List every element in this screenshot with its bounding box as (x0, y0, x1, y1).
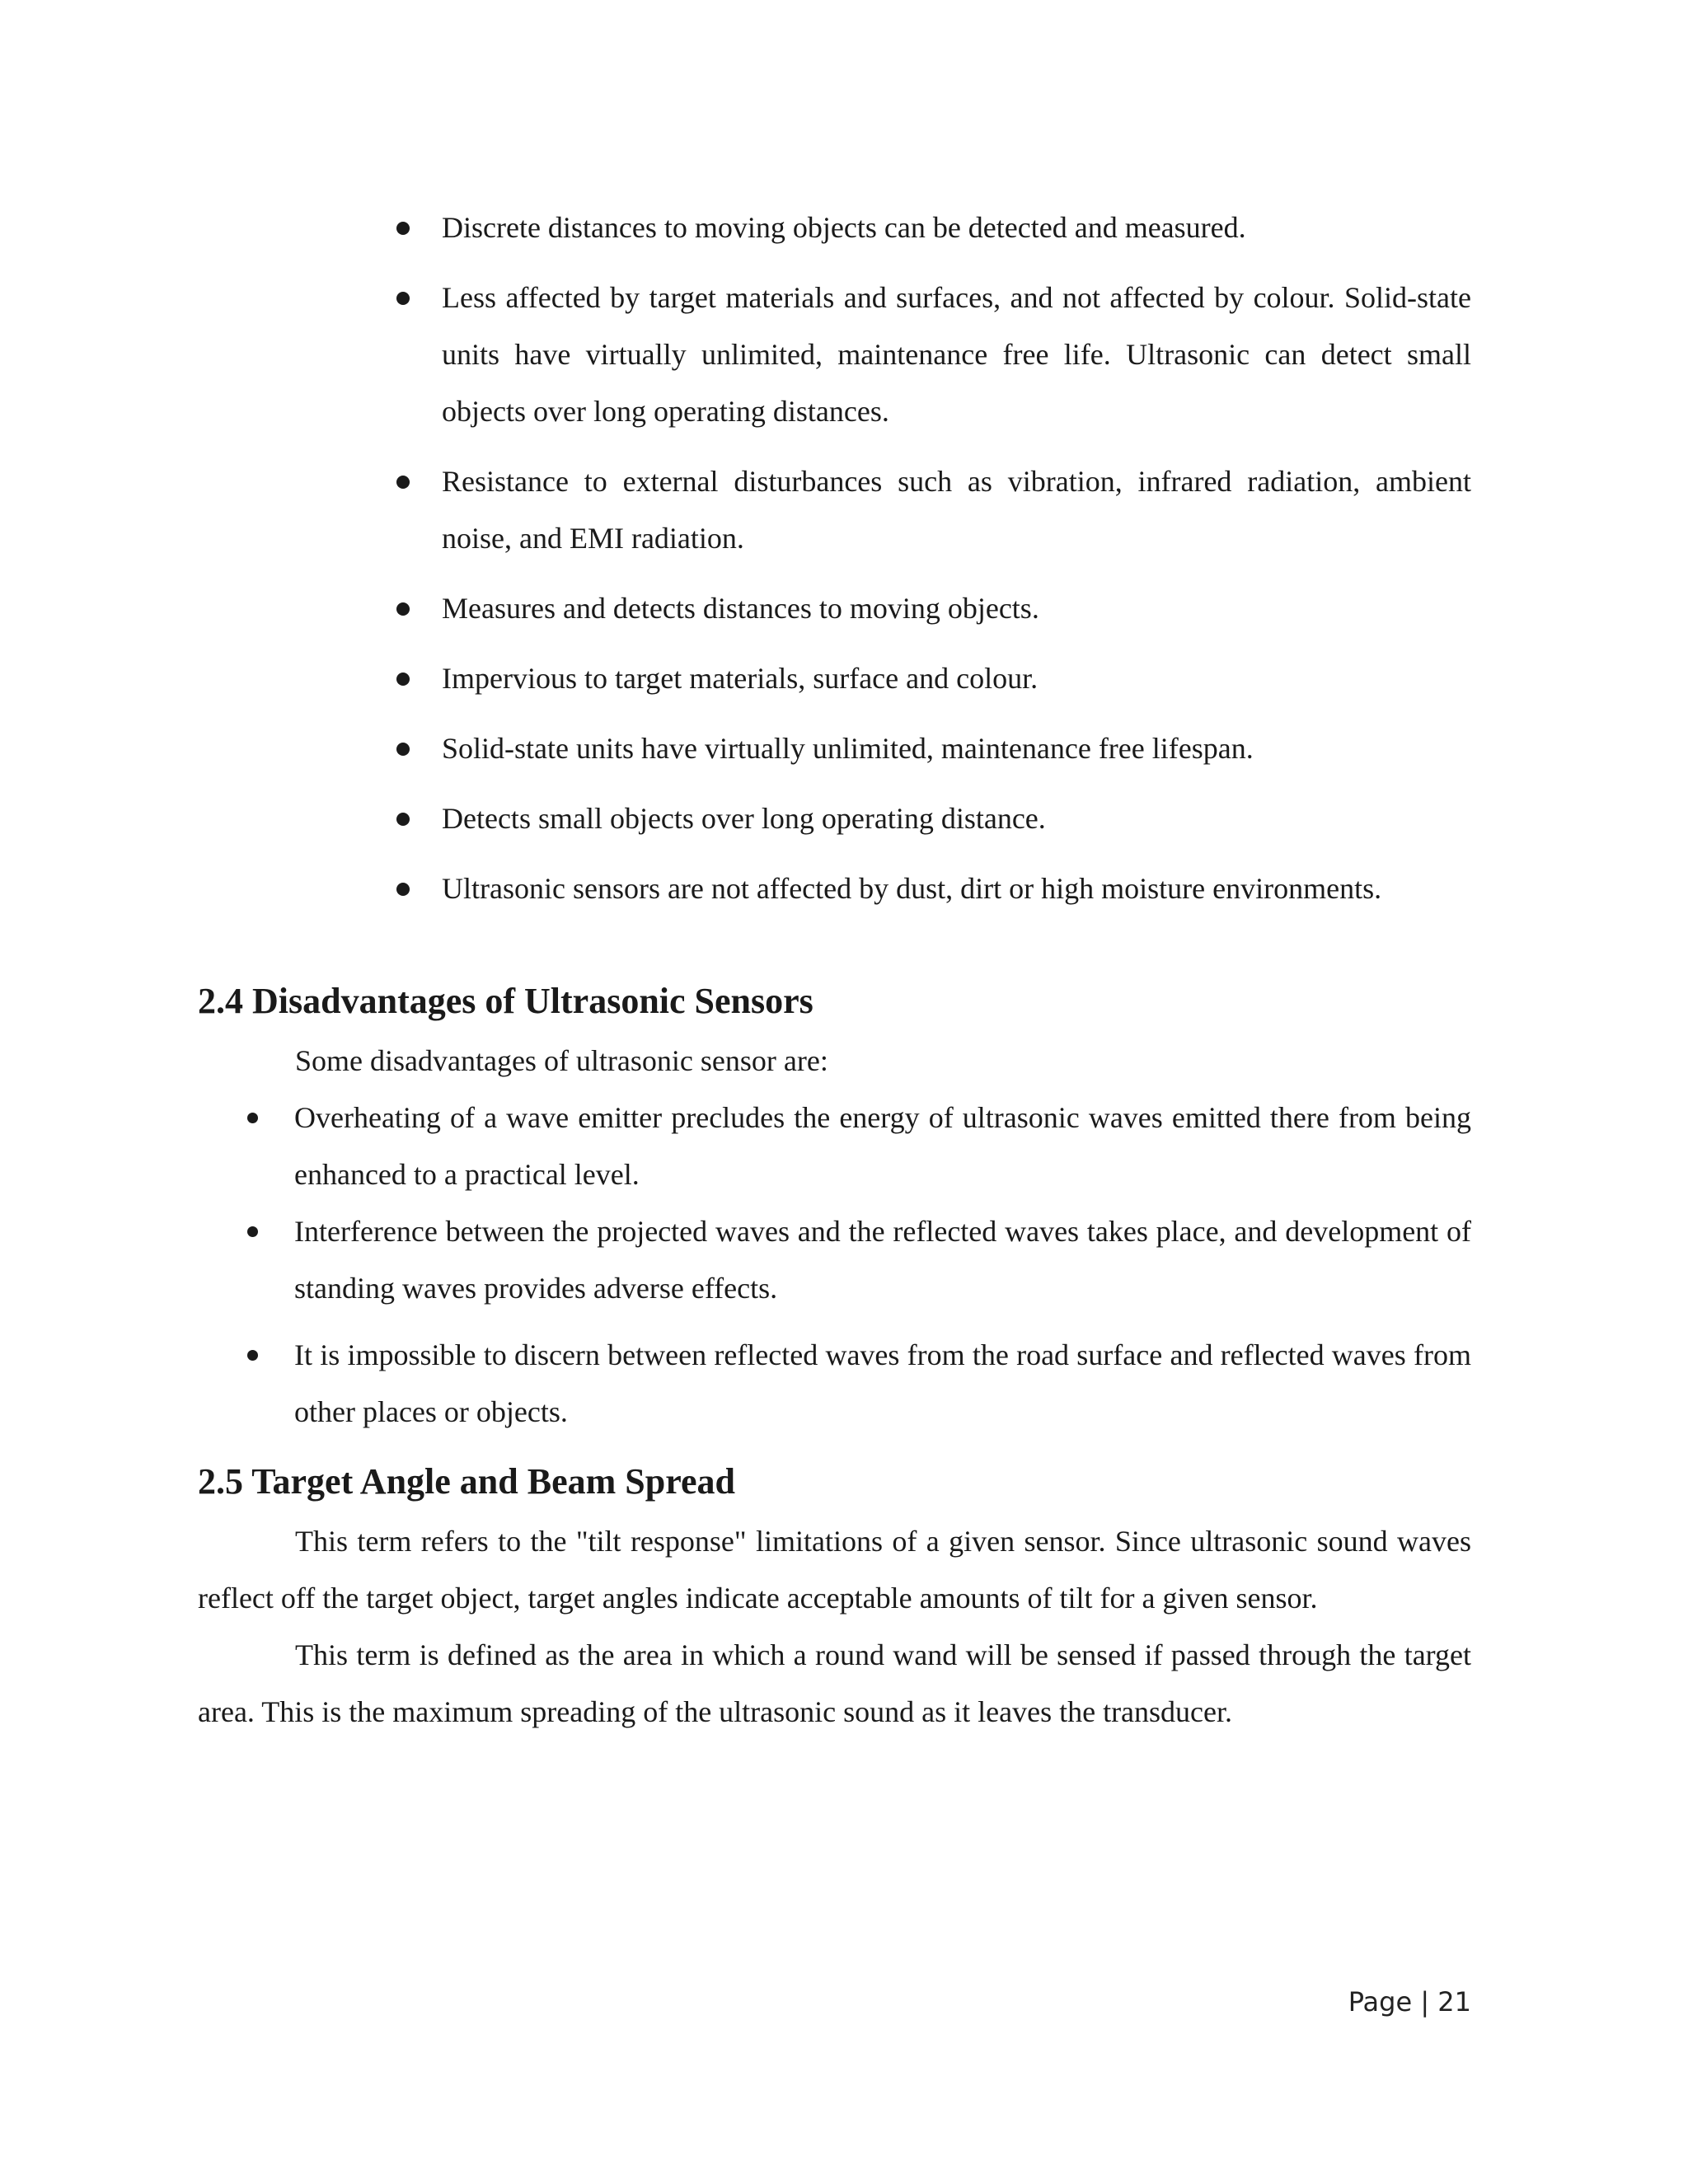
list-item (198, 269, 1471, 440)
list-item-text: Detects small objects over long operating distance. (442, 802, 1046, 835)
section-heading: 2.4 Disadvantages of Ultrasonic Sensors (198, 981, 814, 1021)
list-item (198, 580, 1471, 637)
bullet-icon (396, 743, 410, 756)
bullet-icon (247, 1113, 258, 1123)
bullet-icon (396, 673, 410, 686)
disadvantages-section (198, 975, 1471, 1441)
page-number: Page | 21 (1348, 1986, 1471, 2018)
list-item-text: Ultrasonic sensors are not affected by dust, dirt or high moisture environments. (442, 872, 1382, 905)
section-heading: 2.5 Target Angle and Beam Spread (198, 1461, 735, 1502)
advantages-list (198, 199, 1471, 917)
list-item-text: Impervious to target materials, surface and colour. (442, 662, 1039, 695)
bullet-icon (247, 1226, 258, 1237)
bullet-icon (396, 222, 410, 235)
target-angle-section (198, 1455, 1471, 1741)
list-item (198, 1327, 1471, 1441)
bullet-icon (396, 602, 410, 616)
list-item (198, 453, 1471, 567)
bullet-icon (396, 883, 410, 896)
list-item-text: Resistance to external disturbances such as vibration, infrared radiation, ambient noise, and EMI radiation. (442, 465, 1471, 555)
bullet-icon (396, 476, 410, 489)
list-item-text: Measures and detects distances to moving objects. (442, 592, 1039, 625)
bullet-icon (247, 1350, 258, 1361)
list-item (198, 199, 1471, 256)
section-intro: Some disadvantages of ultrasonic sensor are: (295, 1044, 828, 1077)
list-item (198, 1090, 1471, 1203)
list-item (198, 650, 1471, 707)
list-item-text: Discrete distances to moving objects can be detected and measured. (442, 211, 1246, 244)
advantages-section (198, 199, 1471, 930)
bullet-icon (396, 292, 410, 305)
paragraph: This term refers to the "tilt response" limitations of a given sensor. Since ultrasonic sound waves reflect off the target object, target angles indicate acceptable amounts of tilt for a given sensor. (198, 1525, 1471, 1615)
list-item (198, 1203, 1471, 1317)
list-item (198, 790, 1471, 847)
list-item-text: Less affected by target materials and surfaces, and not affected by colour. Solid-state units have virtually unlimited, maintenance free life. Ultrasonic can detect small objects over long operating distances. (442, 281, 1471, 428)
list-item-text: Solid-state units have virtually unlimited, maintenance free lifespan. (442, 732, 1254, 765)
list-item (198, 860, 1471, 917)
list-item-text: Interference between the projected waves and the reflected waves takes place, and development of standing waves provides adverse effects. (294, 1215, 1471, 1305)
disadvantages-list (198, 1090, 1471, 1441)
bullet-icon (396, 813, 410, 826)
list-item-text: It is impossible to discern between reflected waves from the road surface and reflected waves from other places or objects. (294, 1338, 1471, 1428)
paragraph: This term is defined as the area in which a round wand will be sensed if passed through the target area. This is the maximum spreading of the ultrasonic sound as it leaves the transducer. (198, 1638, 1471, 1728)
list-item-text: Overheating of a wave emitter precludes the energy of ultrasonic waves emitted there from being enhanced to a practical level. (294, 1101, 1471, 1191)
list-item (198, 720, 1471, 777)
